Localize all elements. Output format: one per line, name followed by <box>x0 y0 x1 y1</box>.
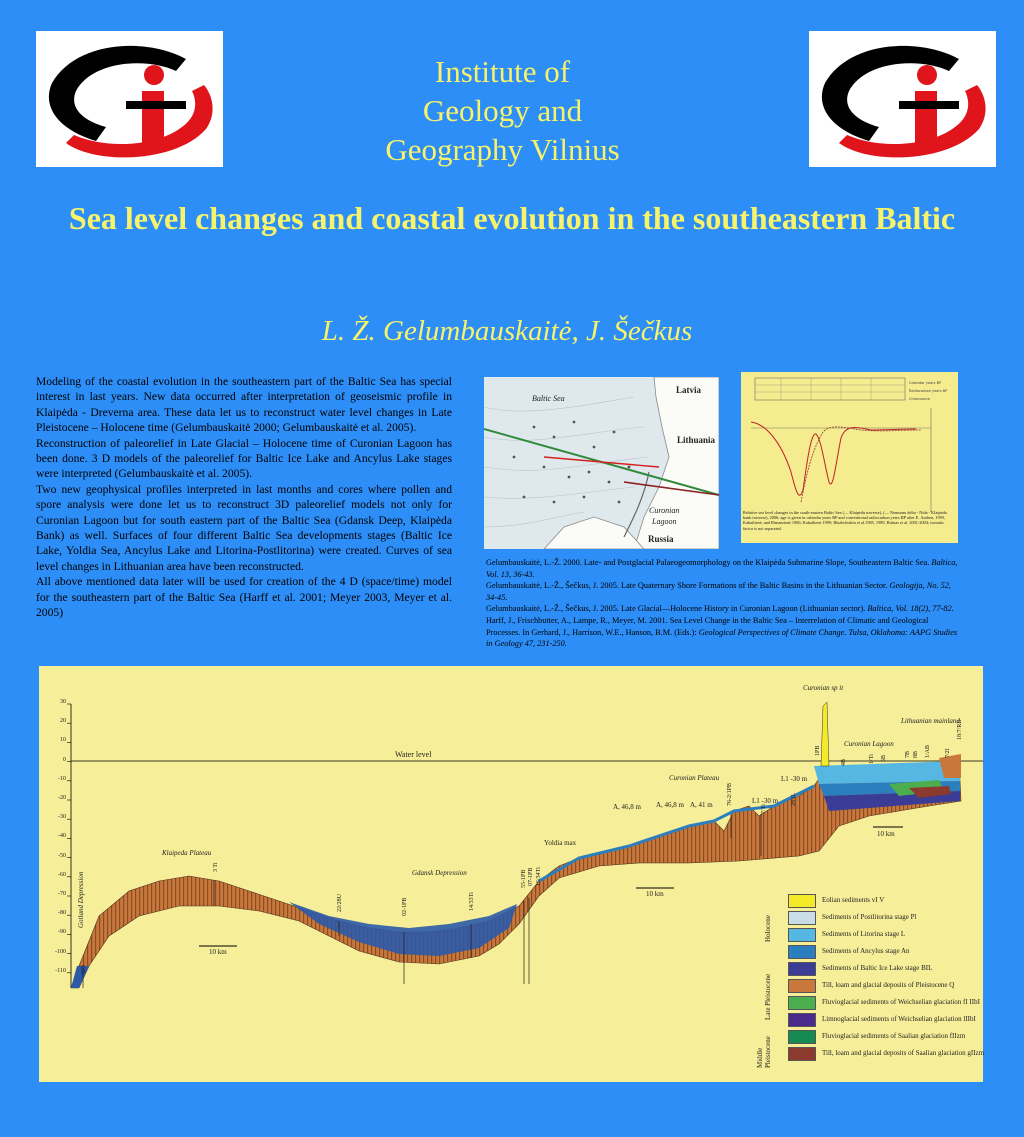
poster-authors: L. Ž. Gelumbauskaitė, J. Šečkus <box>321 315 693 347</box>
reference-item <box>486 615 962 650</box>
legend-swatch <box>788 1030 816 1044</box>
poster-title: Sea level changes and coastal evolution in the southeastern Baltic <box>68 200 956 236</box>
core-label: 7B <box>905 750 911 758</box>
abstract-paragraph: All above mentioned data later will be used for creation of the 4 D (space/time) model for the southeastern part of the Baltic Sea (Harff et al. 2001; Meyer 2003, Meyer et al. 2005) <box>36 575 452 620</box>
legend-label: Sediments of Postlitorina stage Pl <box>822 913 917 921</box>
place-yoldia: Yoldia max <box>544 839 577 847</box>
legend-group-middle: Middle <box>756 1047 764 1068</box>
core-label: 8B <box>913 750 919 758</box>
reference-item <box>486 557 962 580</box>
legend-swatch <box>788 945 816 959</box>
core-label: 7/2I <box>945 748 951 758</box>
legend-swatch <box>788 1047 816 1061</box>
legend-swatch <box>788 996 816 1010</box>
core-label: 7/Ti <box>761 804 767 814</box>
depth-tick-label: 30 <box>60 699 66 705</box>
legend-label: Eolian sediments vI V <box>822 896 885 904</box>
core-label: 02-1PB <box>402 897 408 916</box>
scale-bar-label: 10 km <box>209 948 227 956</box>
reference-text: Gelumbauskaitė, L.-Ž. 2000. Late- and Postglacial Palaeogeomorphology on the Klaipėda Submarine Slope, Southeastern Baltic Sea. <box>486 558 932 567</box>
svg-text:Calendar years BP: Calendar years BP <box>909 381 942 385</box>
institute-logo-left <box>36 31 223 167</box>
place-mainland: Lithuanian mainland <box>901 717 960 725</box>
institute-line-2: Geology and <box>422 93 583 128</box>
legend-label: Fluvioglacial sediments of Weichselian glaciation fI IIbI <box>822 998 980 1006</box>
level-mark: A, 46,8 m <box>613 803 641 811</box>
place-klaipeda-plateau: Klaipeda Plateau <box>162 849 212 857</box>
institute-line-3: Geography Vilnius <box>385 132 620 167</box>
legend-swatch <box>788 894 816 908</box>
core-label: 4B <box>841 758 847 766</box>
reference-text: Harff, J., Frischbutter, A., Lampe, R., Meyer, M. 2001. Sea Level Change in the Baltic Sea – Interrelation of Climatic and Geological Processes. In Gerhard, J., Harrison, W.E., Hanson, B.M. (Eds.): <box>486 615 929 637</box>
core-label: 15/34Ti <box>536 867 542 886</box>
level-mark: L1 -30 m <box>781 775 808 783</box>
legend-group-late-pleistocene: Late Pleistocene <box>764 973 772 1020</box>
legend-label: Sediments of Ancylus stage An <box>822 947 910 955</box>
legend-label: Limnoglacial sediments of Weichselian glaciation lIIbI <box>822 1015 976 1023</box>
abstract-text <box>36 374 452 621</box>
legend-swatch <box>788 962 816 976</box>
reference-journal: Baltica, Vol. 18(2), 77-82. <box>867 604 954 614</box>
core-label: 22/28U <box>337 894 343 912</box>
institute-line-1: Institute of <box>434 54 571 89</box>
place-curonian-lagoon: Curonian Lagoon <box>844 740 894 748</box>
core-label: 07-1PB <box>528 867 534 886</box>
sea-level-curve <box>741 372 958 543</box>
map-label-sea: Baltic Sea <box>532 394 565 403</box>
scale-bar-label: 10 km <box>877 830 895 838</box>
map-label-lagoon-1: Curonian <box>649 506 680 515</box>
core-label: 1/AB <box>925 744 931 758</box>
reference-text: Gelumbauskaitė, L.-Ž., Šečkus, J. 2005. Late Glacial—Holocene History in Curonian Lagoon (Lithuanian sector). <box>486 604 868 614</box>
scale-bar-label: 10 km <box>646 890 664 898</box>
place-gotland: Gotland Depression <box>77 871 85 928</box>
core-label: 55-1PB <box>521 869 527 888</box>
legend-swatch <box>788 1013 816 1027</box>
level-mark: A, 41 m <box>690 801 713 809</box>
depth-tick-label: -70 <box>58 891 66 897</box>
depth-tick-label: -90 <box>58 929 66 936</box>
core-label: 1PB <box>815 745 821 756</box>
reference-item <box>486 580 962 603</box>
map-label-lagoon-2: Lagoon <box>652 517 677 526</box>
depth-tick-label: 0 <box>63 756 66 763</box>
core-label: 3 Ti <box>213 862 219 872</box>
level-mark: A, 46,8 m <box>656 801 684 809</box>
depth-tick-label: 20 <box>60 718 66 725</box>
legend-label: Fluvioglacial sediments of Saalian glaciation fIIzm <box>822 1032 966 1040</box>
abstract-paragraph: Two new geophysical profiles interpreted in last months and cores where pollen and spore analysis were done let us to reconstruct 3D paleorelief models not only for Curonian Lagoon but for south eastern part of the Baltic Sea (Gdansk Deep, Klaipėda Bank) as well. Surfaces of four different Baltic Sea developments stages (Baltic Ice Lake, Yoldia Sea, Ancylus Lake and Litorina-Postlitorina) were created. Curves of sea level changes in Lithuanian area have been reconstructed. <box>36 482 452 573</box>
place-gdansk: Gdansk Depression <box>412 869 467 877</box>
reference-text: Gelumbauskaitė, L.-Ž., Šečkus, J. 2005. Late Quaternary Shore Formations of the Baltic Basins in the Lithuanian Sector. <box>486 581 890 591</box>
abstract-paragraph: Modeling of the coastal evolution in the southeastern part of the Baltic Sea has special interest in last years. New data occurred after interpretation of geoseismic profile in Klaipėda - Dreverna area. These data let us to reconstruct water level changes in Late Pleistocene – Holocene time (Gelumbauskaitė 2000; Gelumbauskaitė et al. 2005). <box>36 375 452 435</box>
legend-group-pleistocene: Pleistocene <box>764 1036 772 1068</box>
legend-label: Till, loam and glacial deposits of Saalian glaciation gIIzm <box>822 1049 985 1057</box>
depth-tick-label: -110 <box>55 967 66 974</box>
core-label: 76-2/1PB <box>727 782 733 806</box>
core-label: 14/33Ti <box>469 892 475 911</box>
institute-name <box>340 52 665 169</box>
core-label: 28 IL <box>791 792 797 806</box>
reference-journal: Geologija, No. 52, 34-45. <box>486 581 952 602</box>
svg-text:Chronozone: Chronozone <box>909 397 930 401</box>
place-curonian-plateau: Curonian Plateau <box>669 774 720 782</box>
depth-tick-label: -50 <box>58 852 66 859</box>
geological-profile <box>39 666 983 1082</box>
depth-tick-label: -20 <box>58 795 66 801</box>
legend-group-holocene: Holocene <box>764 915 772 942</box>
level-mark: L1 -30 m <box>752 797 779 805</box>
reference-journal: Geological Perspectives of Climate Change. Tulsa, Oklahoma: AAPG Studies in Geology 47, 231-250. <box>486 627 958 649</box>
legend-swatch <box>788 979 816 993</box>
depth-tick-label: -80 <box>58 910 66 917</box>
depth-tick-label: -100 <box>55 948 66 955</box>
references-list <box>486 557 962 650</box>
core-label: 1/Ti <box>869 754 875 764</box>
core-label: 18/7/RB <box>957 719 963 740</box>
reference-item <box>486 603 962 615</box>
institute-logo-right <box>809 31 996 167</box>
map-label-lithuania: Lithuania <box>677 435 716 445</box>
legend-label: Sediments of Baltic Ice Lake stage BIL <box>822 964 933 972</box>
depth-tick-label: -30 <box>58 814 66 821</box>
sea-level-caption: Relative sea level changes in the south-eastern Baltic Sea (— Klaipėda traverse), (— Nemunas delta - Nida - Klaipėda bank traverse), 2006; age is given in calendar years BP and conventional radiocarbon years BP after E. Andren, 1999, Kabailienė, and Rimantienė 1966; Kabailienė 1999; Blazhchishin et al.1985, 1989, Bitinas et al. 2001-2004; isostatic factor is not separated. <box>743 510 947 531</box>
core-label: 623 <box>81 965 87 974</box>
map-label-latvia: Latvia <box>676 385 702 395</box>
core-label: 5B <box>881 754 887 762</box>
depth-tick-label: -40 <box>58 833 66 840</box>
legend-label: Till, loam and glacial deposits of Pleistocene Q <box>822 981 955 989</box>
reference-journal: Baltica, Vol. 13, 36-43. <box>486 558 958 579</box>
water-level-label: Water level <box>395 750 432 759</box>
legend-swatch <box>788 911 816 925</box>
legend-label: Sediments of Litorina stage L <box>822 930 906 938</box>
depth-tick-label: -10 <box>58 775 66 782</box>
legend-swatch <box>788 928 816 942</box>
depth-tick-label: -60 <box>58 871 66 878</box>
map-label-russia: Russia <box>648 534 674 544</box>
abstract-paragraph: Reconstruction of paleorelief in Late Glacial – Holocene time of Curonian Lagoon has been done. 3 D models of the paleorelief for Baltic Ice Lake and Ancylus Lake stages were interpreted (Gelumbauskaitė et al. 2005). <box>36 436 452 481</box>
depth-tick-label: 10 <box>60 737 66 744</box>
place-curonian-spit: Curonian sp it <box>803 684 844 692</box>
svg-text:Radiocarbon years BP: Radiocarbon years BP <box>909 389 948 393</box>
location-map <box>484 377 719 549</box>
